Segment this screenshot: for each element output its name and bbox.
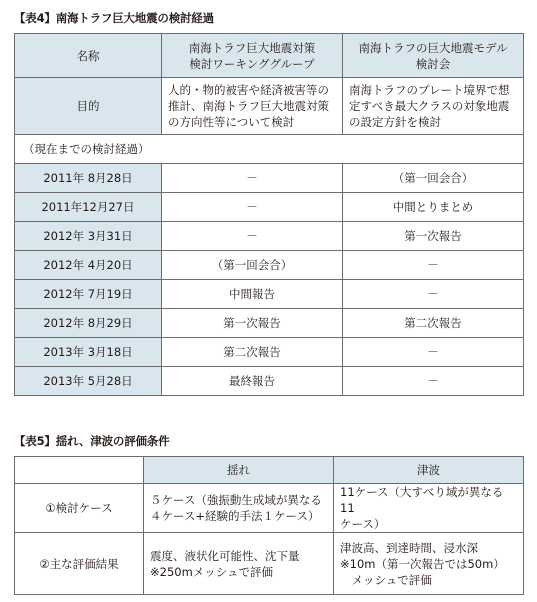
table-row (15, 193, 524, 222)
tsunami-header-cell: 津波 (334, 457, 524, 484)
case-label-cell: ①検討ケース (15, 484, 144, 533)
date-cell: 2012年 8月29日 (15, 309, 162, 338)
model-committee-status-cell: （第一回会合） (343, 164, 524, 193)
date-cell: 2013年 3月18日 (15, 338, 162, 367)
working-group-purpose-cell: 人的・物的被害や経済被害等の推計、南海トラフ巨大地震対策の方向性等について検討 (162, 78, 343, 135)
working-group-status-cell: － (162, 164, 343, 193)
table-row (15, 309, 524, 338)
table-row (15, 222, 524, 251)
working-group-status-cell: 最終報告 (162, 367, 343, 396)
model-committee-status-cell: 第一次報告 (343, 222, 524, 251)
model-committee-status-cell: － (343, 251, 524, 280)
date-cell: 2013年 5月28日 (15, 367, 162, 396)
shaking-cases-cell: ５ケース（強振動生成域が異なる ４ケース+経験的手法１ケース） (144, 484, 334, 533)
table-row (15, 164, 524, 193)
date-cell: 2012年 3月31日 (15, 222, 162, 251)
model-committee-status-cell: － (343, 338, 524, 367)
table4-title: 【表4】南海トラフ巨大地震の検討経過 (14, 11, 214, 25)
working-group-status-cell: 中間報告 (162, 280, 343, 309)
shaking-header-cell: 揺れ (144, 457, 334, 484)
model-committee-status-cell: 中間とりまとめ (343, 193, 524, 222)
name-header-cell: 名称 (15, 34, 162, 78)
model-committee-status-cell: － (343, 367, 524, 396)
table4-purpose-row (15, 78, 524, 135)
working-group-status-cell: 第二次報告 (162, 338, 343, 367)
results-label-cell: ②主な評価結果 (15, 533, 144, 595)
table5 (14, 456, 524, 595)
table5-header-row (15, 457, 524, 484)
table-row (15, 251, 524, 280)
table-row (15, 338, 524, 367)
table-row (15, 367, 524, 396)
working-group-status-cell: － (162, 193, 343, 222)
date-cell: 2011年 8月28日 (15, 164, 162, 193)
model-committee-status-cell: 第二次報告 (343, 309, 524, 338)
working-group-header-cell: 南海トラフ巨大地震対策 検討ワーキンググループ (162, 34, 343, 78)
table4 (14, 33, 524, 396)
model-committee-header-cell: 南海トラフの巨大地震モデル 検討会 (343, 34, 524, 78)
date-cell: 2012年 4月20日 (15, 251, 162, 280)
working-group-status-cell: （第一回会合） (162, 251, 343, 280)
table4-progress-row (15, 135, 524, 164)
progress-label-cell: （現在までの検討経過） (15, 135, 524, 164)
tsunami-cases-cell: 11ケース（大すべり域が異なる11 ケース） (334, 484, 524, 533)
table-row (15, 280, 524, 309)
working-group-status-cell: 第一次報告 (162, 309, 343, 338)
shaking-results-cell: 震度、液状化可能性、沈下量 ※250mメッシュで評価 (144, 533, 334, 595)
empty-header-cell (15, 457, 144, 484)
purpose-label-cell: 目的 (15, 78, 162, 135)
table-row (15, 484, 524, 533)
date-cell: 2011年12月27日 (15, 193, 162, 222)
tsunami-results-cell: 津波高、到達時間、浸水深 ※10m（第一次報告では50m） メッシュで評価 (334, 533, 524, 595)
table-row (15, 533, 524, 595)
model-committee-status-cell: － (343, 280, 524, 309)
working-group-status-cell: － (162, 222, 343, 251)
table4-header-row (15, 34, 524, 78)
table5-title: 【表5】揺れ、津波の評価条件 (14, 434, 170, 448)
date-cell: 2012年 7月19日 (15, 280, 162, 309)
model-committee-purpose-cell: 南海トラフのプレート境界で想定すべき最大クラスの対象地震の設定方針を検討 (343, 78, 524, 135)
